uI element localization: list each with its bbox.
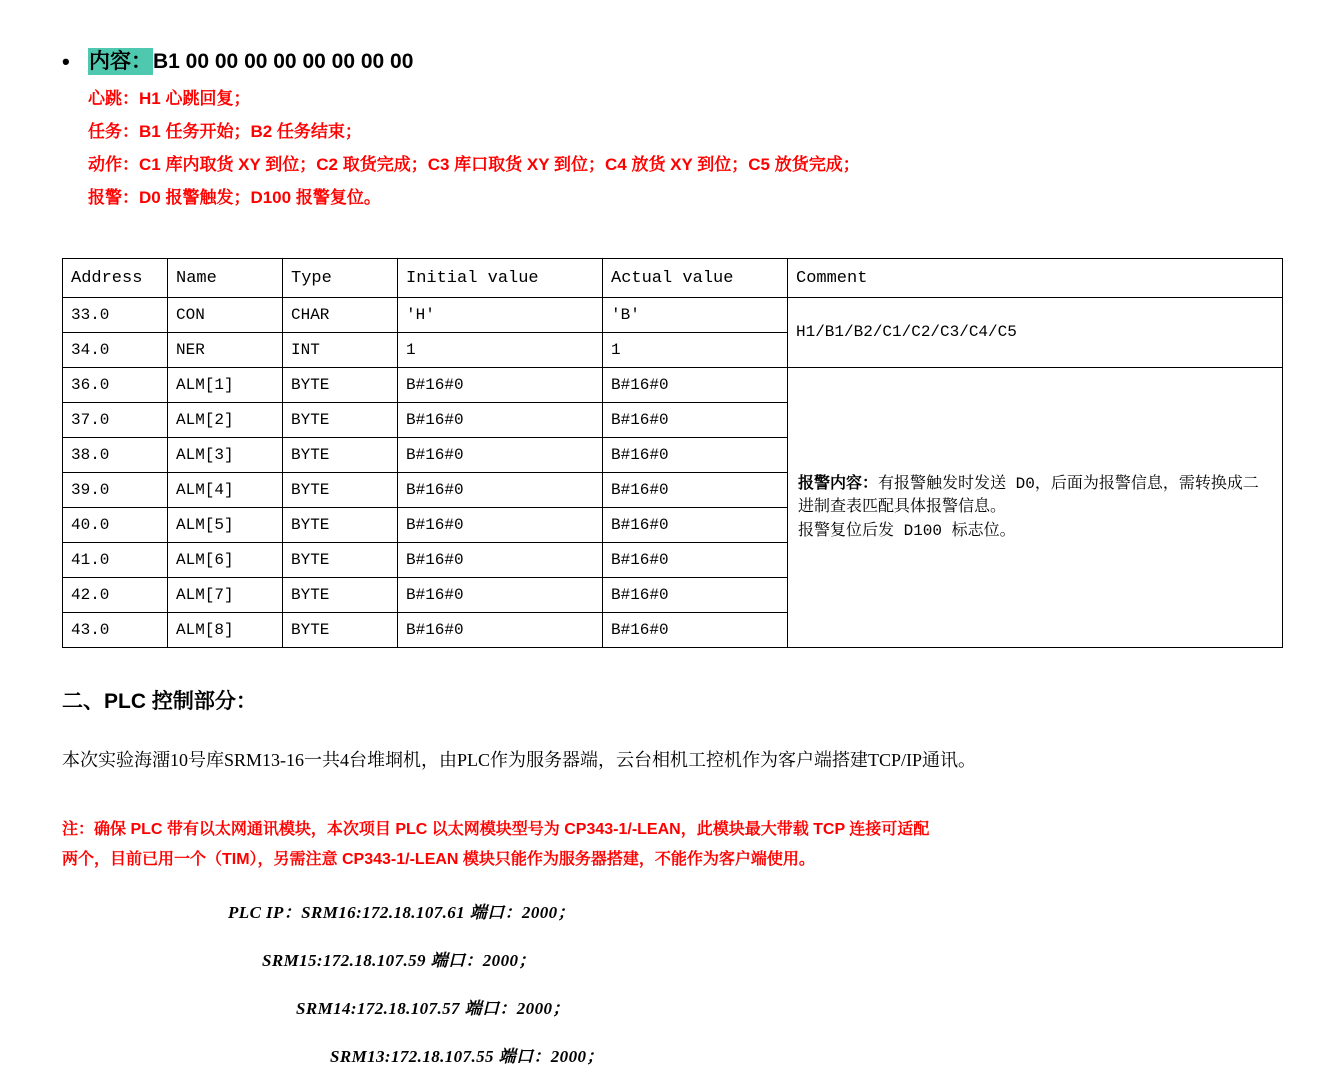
plc-ip-srm16: PLC IP：SRM16:172.18.107.61 端口：2000； [228,903,575,922]
plc-variable-table [62,258,1283,648]
protocol-note-action: 动作：C1 库内取货 XY 到位；C2 取货完成；C3 库口取货 XY 到位；C4 放货 XY 到位；C5 放货完成； [88,154,860,174]
cell-name: CON [168,298,283,333]
cell-type: BYTE [283,368,398,403]
cell-type: BYTE [283,508,398,543]
cell-actual: B#16#0 [603,613,788,648]
cell-actual: B#16#0 [603,438,788,473]
th-address: Address [63,259,168,298]
content-value: B1 00 00 00 00 00 00 00 00 [153,50,414,73]
section-note-red-line2: 两个，目前已用一个（TIM），另需注意 CP343-1/-LEAN 模块只能作为服务器搭建，不能作为客户端使用。 [62,850,815,868]
cell-type: BYTE [283,403,398,438]
cell-type: CHAR [283,298,398,333]
cell-actual: B#16#0 [603,473,788,508]
cell-actual: B#16#0 [603,368,788,403]
content-bullet-block [62,48,1262,214]
cell-address: 40.0 [63,508,168,543]
alarm-comment-label: 报警内容： [798,475,879,493]
bullet-row [62,48,1262,76]
plc-ip-srm15: SRM15:172.18.107.59 端口：2000； [262,951,536,970]
cell-address: 41.0 [63,543,168,578]
cell-address: 38.0 [63,438,168,473]
cell-name: ALM[4] [168,473,283,508]
cell-address: 36.0 [63,368,168,403]
cell-type: BYTE [283,578,398,613]
cell-initial: B#16#0 [398,473,603,508]
cell-comment-alarm [788,368,1283,648]
content-label-highlight: 内容： [88,48,153,75]
th-initial-value: Initial value [398,259,603,298]
alarm-comment-body2: 报警复位后发 D100 标志位。 [798,521,1016,540]
cell-initial: B#16#0 [398,543,603,578]
cell-actual: B#16#0 [603,543,788,578]
plc-ip-srm14: SRM14:172.18.107.57 端口：2000； [296,999,570,1018]
cell-type: BYTE [283,543,398,578]
cell-initial: B#16#0 [398,613,603,648]
protocol-note-task: 任务：B1 任务开始；B2 任务结束； [88,121,362,141]
cell-name: ALM[3] [168,438,283,473]
cell-actual: B#16#0 [603,403,788,438]
cell-name: ALM[7] [168,578,283,613]
cell-initial: B#16#0 [398,403,603,438]
cell-name: NER [168,333,283,368]
cell-initial: B#16#0 [398,438,603,473]
bullet-dot-icon: • [62,49,70,74]
protocol-note-list [88,82,1262,215]
cell-address: 37.0 [63,403,168,438]
cell-comment-con: H1/B1/B2/C1/C2/C3/C4/C5 [788,298,1283,368]
cell-name: ALM[1] [168,368,283,403]
cell-address: 34.0 [63,333,168,368]
cell-type: BYTE [283,613,398,648]
cell-initial: 'H' [398,298,603,333]
cell-initial: B#16#0 [398,368,603,403]
plc-ip-srm13: SRM13:172.18.107.55 端口：2000； [330,1047,604,1066]
cell-name: ALM[8] [168,613,283,648]
th-actual-value: Actual value [603,259,788,298]
cell-address: 33.0 [63,298,168,333]
th-name: Name [168,259,283,298]
cell-name: ALM[5] [168,508,283,543]
cell-address: 42.0 [63,578,168,613]
th-comment: Comment [788,259,1283,298]
section-paragraph: 本次实验海澑10号库SRM13-16一共4台堆埛机，由PLC作为服务器端，云台相机工控机作为客户端搭建TCP/IP通讯。 [62,750,977,770]
th-type: Type [283,259,398,298]
protocol-note-alarm: 报警：D0 报警触发；D100 报警复位。 [88,187,381,207]
cell-initial: B#16#0 [398,578,603,613]
section-note-red [62,815,1242,874]
cell-actual: 'B' [603,298,788,333]
cell-name: ALM[6] [168,543,283,578]
cell-type: BYTE [283,438,398,473]
protocol-note-heartbeat: 心跳：H1 心跳回复； [88,88,251,108]
cell-type: BYTE [283,473,398,508]
cell-actual: B#16#0 [603,578,788,613]
alarm-comment-body: 有报警触发时发送 D0，后面为报警信息，需转换成二进制查表匹配具体报警信息。 [798,475,1259,517]
cell-actual: 1 [603,333,788,368]
cell-actual: B#16#0 [603,508,788,543]
section-note-red-line1: 注：确保 PLC 带有以太网通讯模块，本次项目 PLC 以太网模块型号为 CP343-1/-LEAN，此模块最大带载 TCP 连接可适配 [62,821,930,838]
cell-initial: 1 [398,333,603,368]
cell-address: 39.0 [63,473,168,508]
section-heading-plc: 二、PLC 控制部分： [62,690,257,713]
table-header-row [63,259,1283,298]
table-row [63,298,1283,333]
table-row [63,368,1283,403]
cell-initial: B#16#0 [398,508,603,543]
cell-address: 43.0 [63,613,168,648]
cell-name: ALM[2] [168,403,283,438]
cell-type: INT [283,333,398,368]
